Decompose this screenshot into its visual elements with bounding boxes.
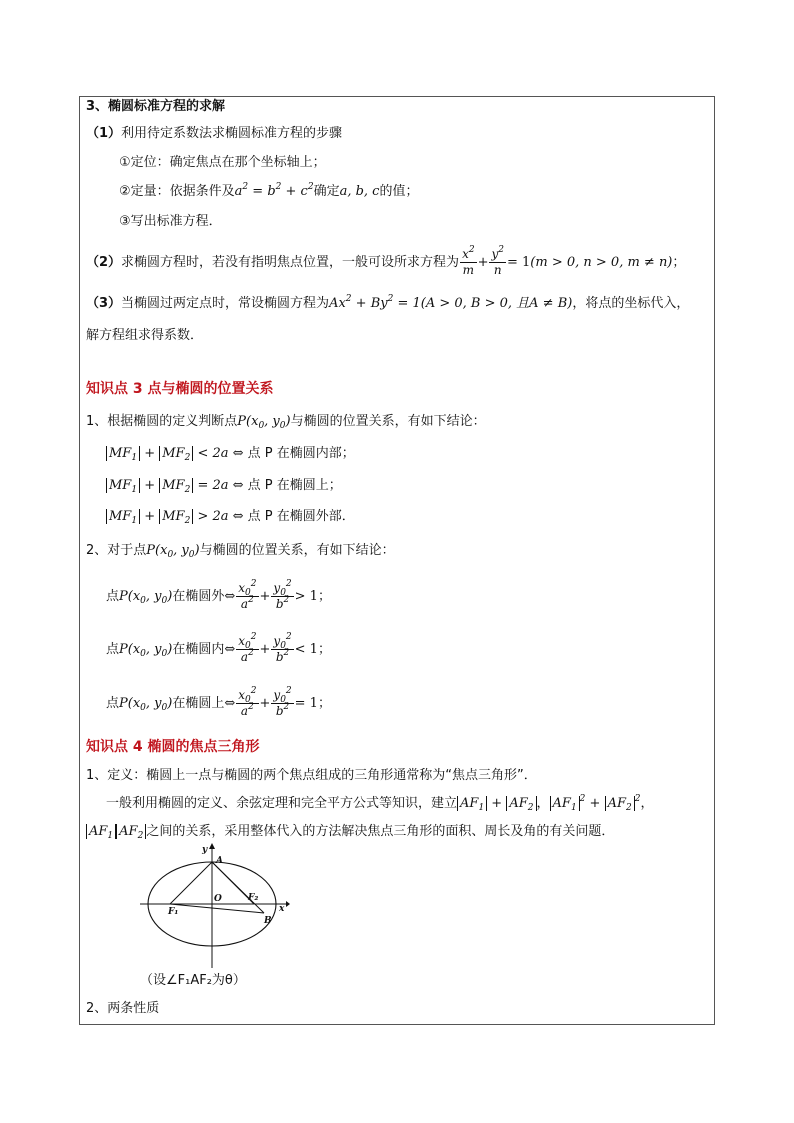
step-2: ②定量：依据条件及$a^2 = b^2 + c^2$确定a, b, c的值； [119,182,419,199]
rule-on: $MF_1 + MF_2 = 2a$ ⇔ 点 P 在椭圆上； [106,476,342,496]
paragraph-3: （3）当椭圆过两定点时，常设椭圆方程为$Ax^2 + By^2 = 1(A > 0$, B > 0, 且A ≠ B)，将点的坐标代入， [86,294,690,311]
paragraph-1: （1）利用待定系数法求椭圆标准方程的步骤 [86,126,343,141]
figure-caption: （设∠F₁AF₂为θ） [140,973,246,988]
label-B: B [264,916,272,926]
rule-outside: $MF_1 + MF_2 > 2a$ ⇔ 点 P 在椭圆外部． [106,507,355,527]
kp3-item-1: 1、根据椭圆的定义判断点$P(x_0$, $y_0$)与椭圆的位置关系，有如下结论： [86,414,486,431]
criterion-outside: 点$P(x_0$, $y_0$)在椭圆外⇔ $\frac{x_0^2}{a^2}$ + $\frac{y_0^2}{b^2}$ > 1； [106,579,331,611]
label-x: x [279,904,285,914]
label-A: A [216,856,223,866]
y-axis-arrow [209,843,215,849]
label-O: O [214,894,222,904]
section-title: 3、椭圆标准方程的求解 [86,99,226,114]
label-F1: F₁ [168,907,179,917]
focal-triangle-figure [140,843,290,968]
paragraph-3-line-2: 解方程组求得系数． [86,328,204,343]
criterion-inside: 点$P(x_0$, $y_0$)在椭圆内⇔ $\frac{x_0^2}{a^2}$ + $\frac{y_0^2}{b^2}$ < 1； [106,632,331,664]
kp4-item-1: 1、定义：椭圆上一点与椭圆的两个焦点组成的三角形通常称为“焦点三角形”． [86,768,537,783]
x-axis-arrow [286,901,290,907]
label-F2: F₂ [248,893,259,903]
step-1: ①定位：确定焦点在那个坐标轴上； [119,155,326,170]
rule-inside: $MF_1 + MF_2 < 2a$ ⇔ 点 P 在椭圆内部； [106,444,355,464]
paragraph-2: （2）求椭圆方程时，若没有指明焦点位置，一般可设所求方程为 $\frac{x^2}{m}$ + $\frac{y^2}{n}$ = 1(m > 0, n > 0, m ≠ n)； [86,245,686,277]
step-3: ③写出标准方程． [119,214,222,229]
segment-F1B [170,904,264,913]
kp4-item-2: 2、两条性质 [86,1001,160,1016]
kp4-paragraph-line-2: $AF_1$ $AF_2$ 之间的关系，采用整体代入的方法解决焦点三角形的面积、周长及角的有关问题． [86,822,614,842]
kp3-item-2: 2、对于点$P(x_0$, $y_0$)与椭圆的位置关系，有如下结论： [86,543,395,560]
kp4-heading: 知识点 4 椭圆的焦点三角形 [86,739,260,755]
criterion-on: 点$P(x_0$, $y_0$)在椭圆上⇔ $\frac{x_0^2}{a^2}$ + $\frac{y_0^2}{b^2}$ = 1； [106,686,331,718]
label-y: y [202,845,208,855]
segment-AB [212,862,264,913]
kp4-paragraph-line-1: 一般利用椭圆的定义、余弦定理和完全平方公式等知识，建立 $AF_1 + AF_2$ ， $AF_1^2 + AF_2^2$， [106,794,654,813]
kp3-heading: 知识点 3 点与椭圆的位置关系 [86,381,274,397]
segment-AF1 [170,862,212,904]
